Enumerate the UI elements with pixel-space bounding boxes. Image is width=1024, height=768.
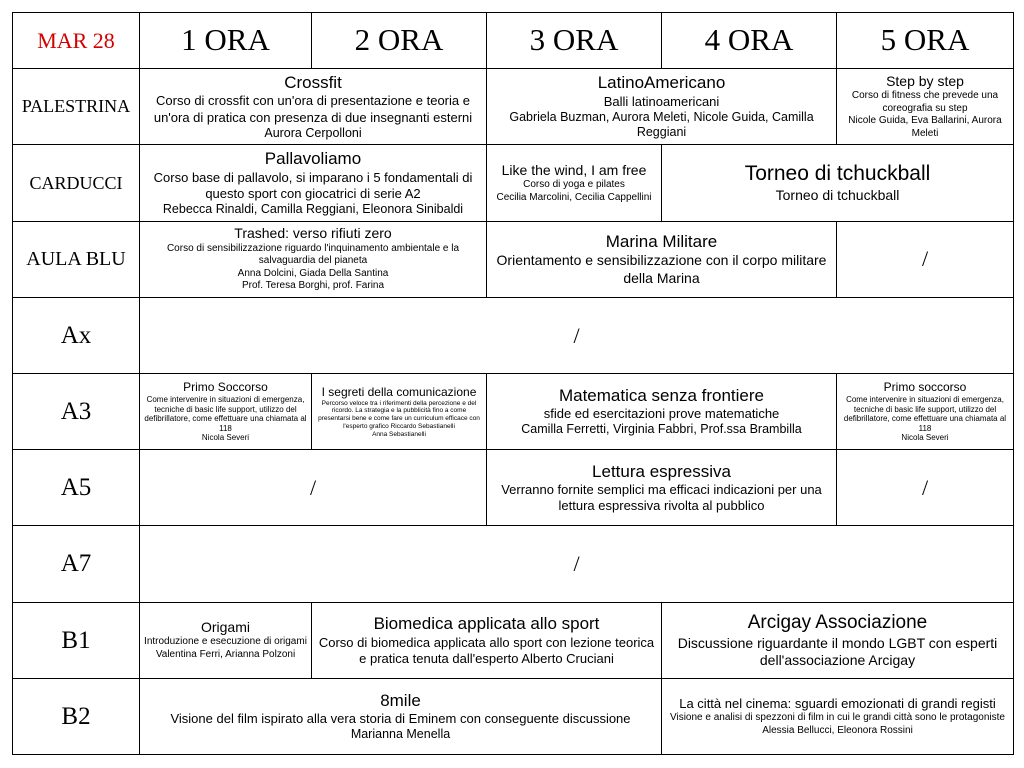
- event-title: LatinoAmericano: [597, 73, 726, 93]
- event-desc: Percorso veloce tra i riferimenti della percezione e del ricordo. La strategia e la pubblicità fino a come presentarsi bene e come fare un curriculum efficace con l'esperto grafico Riccardo Sebastianelli: [318, 399, 480, 430]
- row-aula-blu: [13, 221, 1014, 297]
- event-soccorso-2: [837, 373, 1014, 449]
- event-people: Gabriela Buzman, Aurora Meleti, Nicole Guida, Camilla Reggiani: [509, 109, 814, 140]
- row-carducci: [13, 145, 1014, 221]
- empty-slot: /: [140, 297, 1014, 373]
- event-teachers: Prof. Teresa Borghi, prof. Farina: [241, 280, 385, 292]
- hour-5: 5 ORA: [837, 13, 1014, 69]
- hour-4: 4 ORA: [662, 13, 837, 69]
- event-people: Rebecca Rinaldi, Camilla Reggiani, Eleonora Sinibaldi: [162, 202, 464, 216]
- event-title: Arcigay Associazione: [747, 611, 928, 633]
- event-desc: Verranno fornite semplici ma efficaci indicazioni per una lettura espressiva rivolta al pubblico: [501, 482, 822, 514]
- event-segreti: [312, 373, 487, 449]
- row-a3: [13, 373, 1014, 449]
- event-latino: [487, 69, 837, 145]
- event-desc: Corso di sensibilizzazione riguardo l'inquinamento ambientale e la salvaguardia del pianeta: [166, 242, 460, 267]
- empty-slot: /: [837, 450, 1014, 526]
- event-title: Primo soccorso: [883, 380, 967, 395]
- event-matematica: [487, 373, 837, 449]
- event-title: La città nel cinema: sguardi emozionati di grandi registi: [679, 695, 996, 711]
- row-palestrina: [13, 69, 1014, 145]
- row-a7: [13, 526, 1014, 602]
- event-title: Step by step: [886, 72, 964, 89]
- event-title: Primo Soccorso: [183, 380, 268, 395]
- event-title: 8mile: [380, 690, 421, 710]
- event-desc: Visione e analisi di spezzoni di film in cui le grandi città sono le protagoniste: [669, 712, 1005, 723]
- room-a3: A3: [13, 373, 140, 449]
- event-desc: Discussione riguardante il mondo LGBT con esperti dell'associazione Arcigay: [677, 634, 998, 669]
- hour-2: 2 ORA: [312, 13, 487, 69]
- row-b2: [13, 678, 1014, 754]
- event-people: Cecilia Marcolini, Cecilia Cappellini: [496, 191, 652, 203]
- event-people: Marianna Menella: [350, 727, 451, 742]
- event-title: Trashed: verso rifiuti zero: [234, 225, 392, 242]
- event-desc: Balli latinoamericani: [603, 93, 720, 109]
- date-cell: MAR 28: [13, 13, 140, 69]
- schedule-table: [12, 12, 1014, 755]
- event-crossfit: [140, 69, 487, 145]
- row-a5: [13, 450, 1014, 526]
- event-desc: Corso di yoga e pilates: [523, 179, 625, 191]
- event-lettura: [487, 450, 837, 526]
- event-title: Pallavoliamo: [264, 149, 362, 169]
- event-origami: [140, 602, 312, 678]
- room-palestrina: PALESTRINA: [13, 69, 140, 145]
- empty-slot: /: [140, 450, 487, 526]
- event-people: Aurora Cerpolloni: [264, 125, 362, 140]
- event-desc: sfide ed esercitazioni prove matematiche: [543, 406, 780, 422]
- room-ax: Ax: [13, 297, 140, 373]
- event-desc: Corso di biomedica applicata allo sport con lezione teorica e pratica tenuta dall'esperto Alberto Cruciani: [318, 634, 655, 666]
- event-people: Anna Sebastianelli: [372, 430, 426, 438]
- event-arcigay: [662, 602, 1014, 678]
- event-desc: Torneo di tchuckball: [775, 187, 900, 204]
- event-title: Marina Militare: [605, 232, 718, 252]
- event-desc: Corso di fitness che prevede una coreografia su step: [851, 90, 999, 114]
- room-a5: A5: [13, 450, 140, 526]
- event-8mile: [140, 678, 662, 754]
- event-title: Biomedica applicata allo sport: [373, 614, 600, 634]
- event-desc: Visione del film ispirato alla vera storia di Eminem con conseguente discussione: [170, 711, 631, 727]
- event-trashed: [140, 221, 487, 297]
- room-aula-blu: AULA BLU: [13, 221, 140, 297]
- event-people: Valentina Ferri, Arianna Polzoni: [155, 648, 296, 660]
- event-people: Nicola Severi: [901, 433, 949, 443]
- event-pallavoliamo: [140, 145, 487, 221]
- event-biomedica: [312, 602, 662, 678]
- event-title: Lettura espressiva: [592, 461, 731, 481]
- event-soccorso-1: [140, 373, 312, 449]
- empty-slot: /: [837, 221, 1014, 297]
- event-people: Nicola Severi: [201, 433, 250, 443]
- row-b1: [13, 602, 1014, 678]
- event-title: Like the wind, I am free: [501, 161, 647, 178]
- event-step: [837, 69, 1014, 145]
- event-tchuckball: [662, 145, 1014, 221]
- event-title: Matematica senza frontiere: [558, 385, 765, 405]
- event-title: Origami: [200, 618, 250, 635]
- row-ax: [13, 297, 1014, 373]
- event-title: Crossfit: [284, 73, 342, 93]
- hour-3: 3 ORA: [487, 13, 662, 69]
- empty-slot: /: [140, 526, 1014, 602]
- event-title: Torneo di tchuckball: [744, 162, 931, 186]
- event-citta: [662, 678, 1014, 754]
- room-carducci: CARDUCCI: [13, 145, 140, 221]
- event-wind: [487, 145, 662, 221]
- room-b1: B1: [13, 602, 140, 678]
- event-desc: Come intervenire in situazioni di emergenza, tecniche di basic life support, utilizzo del defibrillatore, come effettuare una chiamata al 118: [144, 395, 307, 433]
- room-a7: A7: [13, 526, 140, 602]
- event-people: Alessia Bellucci, Eleonora Rossini: [762, 724, 913, 736]
- event-desc: Corso di crossfit con un'ora di presentazione e teoria e un'ora di pratica con presenza di due insegnanti esterni: [153, 93, 473, 125]
- event-title: I segreti della comunicazione: [321, 384, 477, 399]
- event-desc: Introduzione e esecuzione di origami: [144, 636, 307, 648]
- hour-1: 1 ORA: [140, 13, 312, 69]
- room-b2: B2: [13, 678, 140, 754]
- event-marina: [487, 221, 837, 297]
- event-people: Camilla Ferretti, Virginia Fabbri, Prof.ssa Brambilla: [521, 422, 802, 437]
- event-people: Anna Dolcini, Giada Della Santina: [237, 267, 389, 279]
- header-row: [13, 13, 1014, 69]
- event-people: Nicole Guida, Eva Ballarini, Aurora Meleti: [848, 115, 1002, 139]
- event-desc: Orientamento e sensibilizzazione con il corpo militare della Marina: [496, 252, 827, 286]
- event-desc: Come intervenire in situazioni di emergenza, tecniche di basic life support, utilizzo del defibrillatore, come effettuare una chiamata al 118: [843, 395, 1007, 433]
- event-desc: Corso base di pallavolo, si imparano i 5 fondamentali di questo sport con giocatrici di serie A2: [153, 169, 473, 201]
